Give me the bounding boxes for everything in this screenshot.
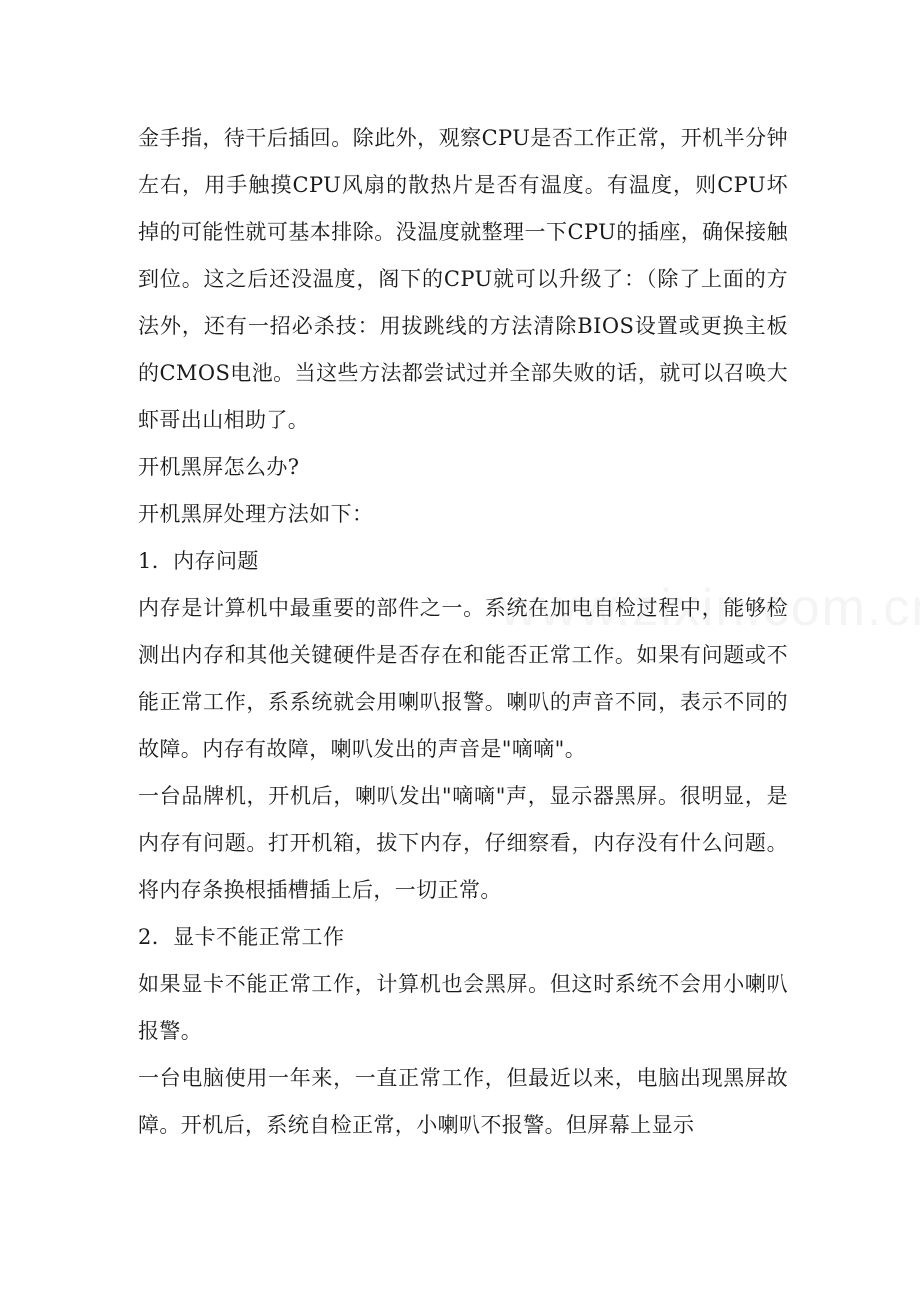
- paragraph-memory-example: 一台品牌机，开机后，喇叭发出"嘀嘀"声，显示器黑屏。很明显，是内存有问题。打开机箱，拔下内存，仔细察看，内存没有什么问题。将内存条换根插槽插上后，一切正常。: [138, 784, 788, 902]
- section-heading-graphics-card: 2．显卡不能正常工作: [138, 925, 345, 949]
- paragraph-cpu-check: 金手指，待干后插回。除此外，观察CPU是否工作正常，开机半分钟左右，用手触摸CPU风扇的散热片是否有温度。有温度，则CPU坏掉的可能性就可基本排除。没温度就整理一下CPU的插座，确保接触到位。这之后还没温度，阁下的CPU就可以升级了：（除了上面的方法外，还有一招必杀技：用拔跳线的方法清除BIOS设置或更换主板的CMOS电池。当这些方法都尝试过并全部失败的话，就可以召唤大虾哥出山相助了。: [138, 126, 788, 432]
- heading-black-screen-methods: 开机黑屏处理方法如下：: [138, 502, 374, 526]
- paragraph-graphics-example: 一台电脑使用一年来，一直正常工作，但最近以来，电脑出现黑屏故障。开机后，系统自检正常，小喇叭不报警。但屏幕上显示: [138, 1066, 788, 1137]
- paragraph-graphics-explanation: 如果显卡不能正常工作，计算机也会黑屏。但这时系统不会用小喇叭报警。: [138, 972, 788, 1043]
- heading-black-screen-question: 开机黑屏怎么办?: [138, 455, 300, 479]
- section-heading-memory: 1．内存问题: [138, 549, 259, 573]
- paragraph-memory-explanation: 内存是计算机中最重要的部件之一。系统在加电自检过程中，能够检测出内存和其他关键硬件是否存在和能否正常工作。如果有问题或不能正常工作，系系统就会用喇叭报警。喇叭的声音不同，表示不同的故障。内存有故障，喇叭发出的声音是"嘀嘀"。: [138, 596, 788, 761]
- document-body: [138, 115, 788, 1149]
